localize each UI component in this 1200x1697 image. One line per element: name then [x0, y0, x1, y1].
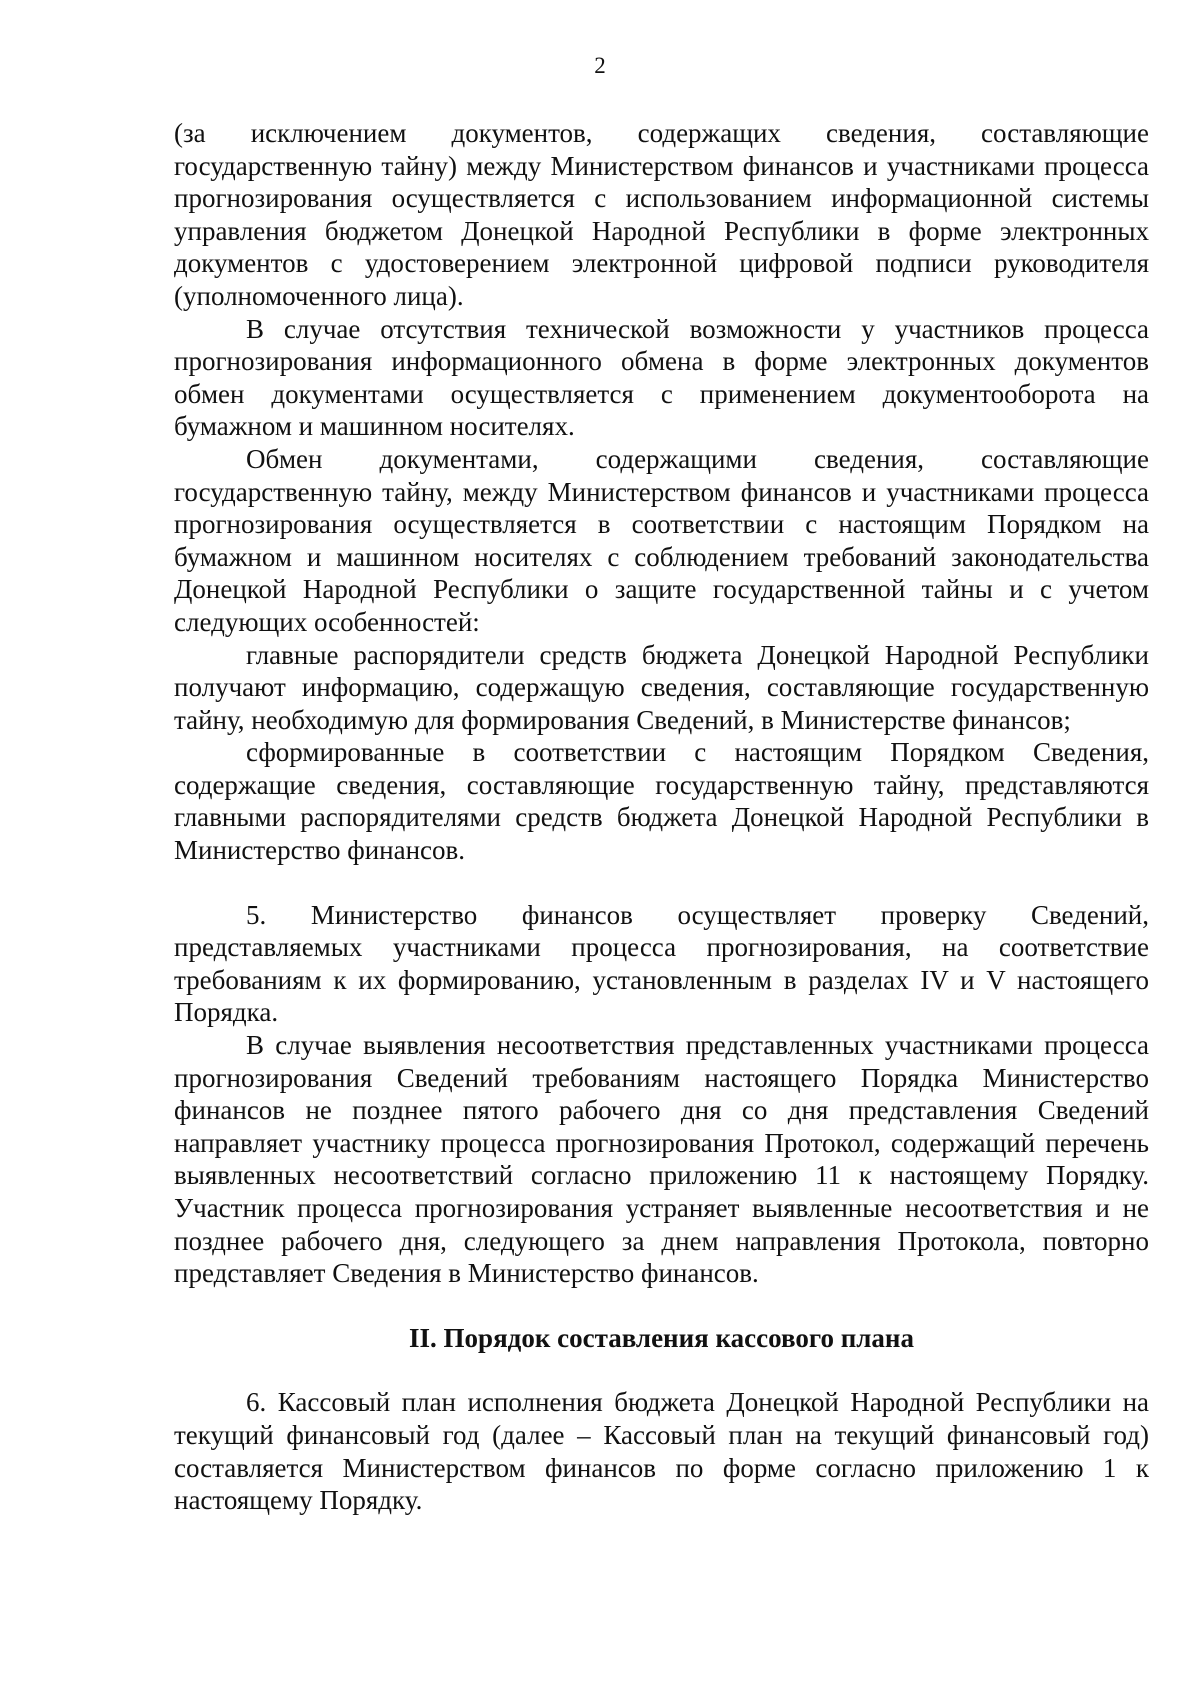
section-heading: II. Порядок составления кассового плана: [409, 1322, 914, 1353]
paragraph-no-technical-possibility: В случае отсутствия технической возможности у участников процесса прогнозирования информационного обмена в форме электронных документов обмен документами осуществляется с применением документооборота на бумажном и машинном носителях.: [174, 313, 1149, 442]
page-number: 2: [594, 53, 606, 78]
paragraph-main-managers-receive: главные распорядители средств бюджета Донецкой Народной Республики получают информацию, содержащую сведения, составляющие государственную тайну, необходимую для формирования Сведений, в Министерстве финансов;: [174, 639, 1149, 735]
paragraph-item-5-verification: 5. Министерство финансов осуществляет проверку Сведений, представляемых участниками процесса прогнозирования, на соответствие требованиям к их формированию, установленным в разделах IV и V настоящего Порядка.: [174, 899, 1149, 1028]
paragraph-formed-information-submitted: сформированные в соответствии с настоящим Порядком Сведения, содержащие сведения, составляющие государственную тайну, представляются главными распорядителями средств бюджета Донецкой Народной Республики в Министерство финансов.: [174, 737, 1149, 866]
paragraph-state-secret-exchange: Обмен документами, содержащими сведения, составляющие государственную тайну, между Министерством финансов и участниками процесса прогнозирования осуществляется в соответствии с настоящим Порядком на бумажном и машинном носителях с соблюдением требований законодательства Донецкой Народной Республики о защите государственной тайны и с учетом следующих особенностей:: [174, 443, 1149, 637]
paragraph-nonconformity-protocol: В случае выявления несоответствия представленных участниками процесса прогнозирования Сведений требованиям настоящего Порядка Министерство финансов не позднее пятого рабочего дня со дня представления Сведений направляет участнику процесса прогнозирования Протокол, содержащий перечень выявленных несоответствий согласно приложению 11 к настоящему Порядку. Участник процесса прогнозирования устраняет выявленные несоответствия и не позднее рабочего дня, следующего за днем направления Протокола, повторно представляет Сведения в Министерство финансов.: [174, 1030, 1149, 1289]
paragraph-item-6-cash-plan: 6. Кассовый план исполнения бюджета Донецкой Народной Республики на текущий финансовый год (далее – Кассовый план на текущий финансовый год) составляется Министерством финансов по форме согласно приложению 1 к настоящему Порядку.: [174, 1387, 1149, 1516]
paragraph-exchange-continuation: (за исключением документов, содержащих сведения, составляющие государственную тайну) между Министерством финансов и участниками процесса прогнозирования осуществляется с использованием информационной системы управления бюджетом Донецкой Народной Республики в форме электронных документов с удостоверением электронной цифровой подписи руководителя (уполномоченного лица).: [174, 118, 1149, 311]
document-body: [174, 117, 1149, 1517]
